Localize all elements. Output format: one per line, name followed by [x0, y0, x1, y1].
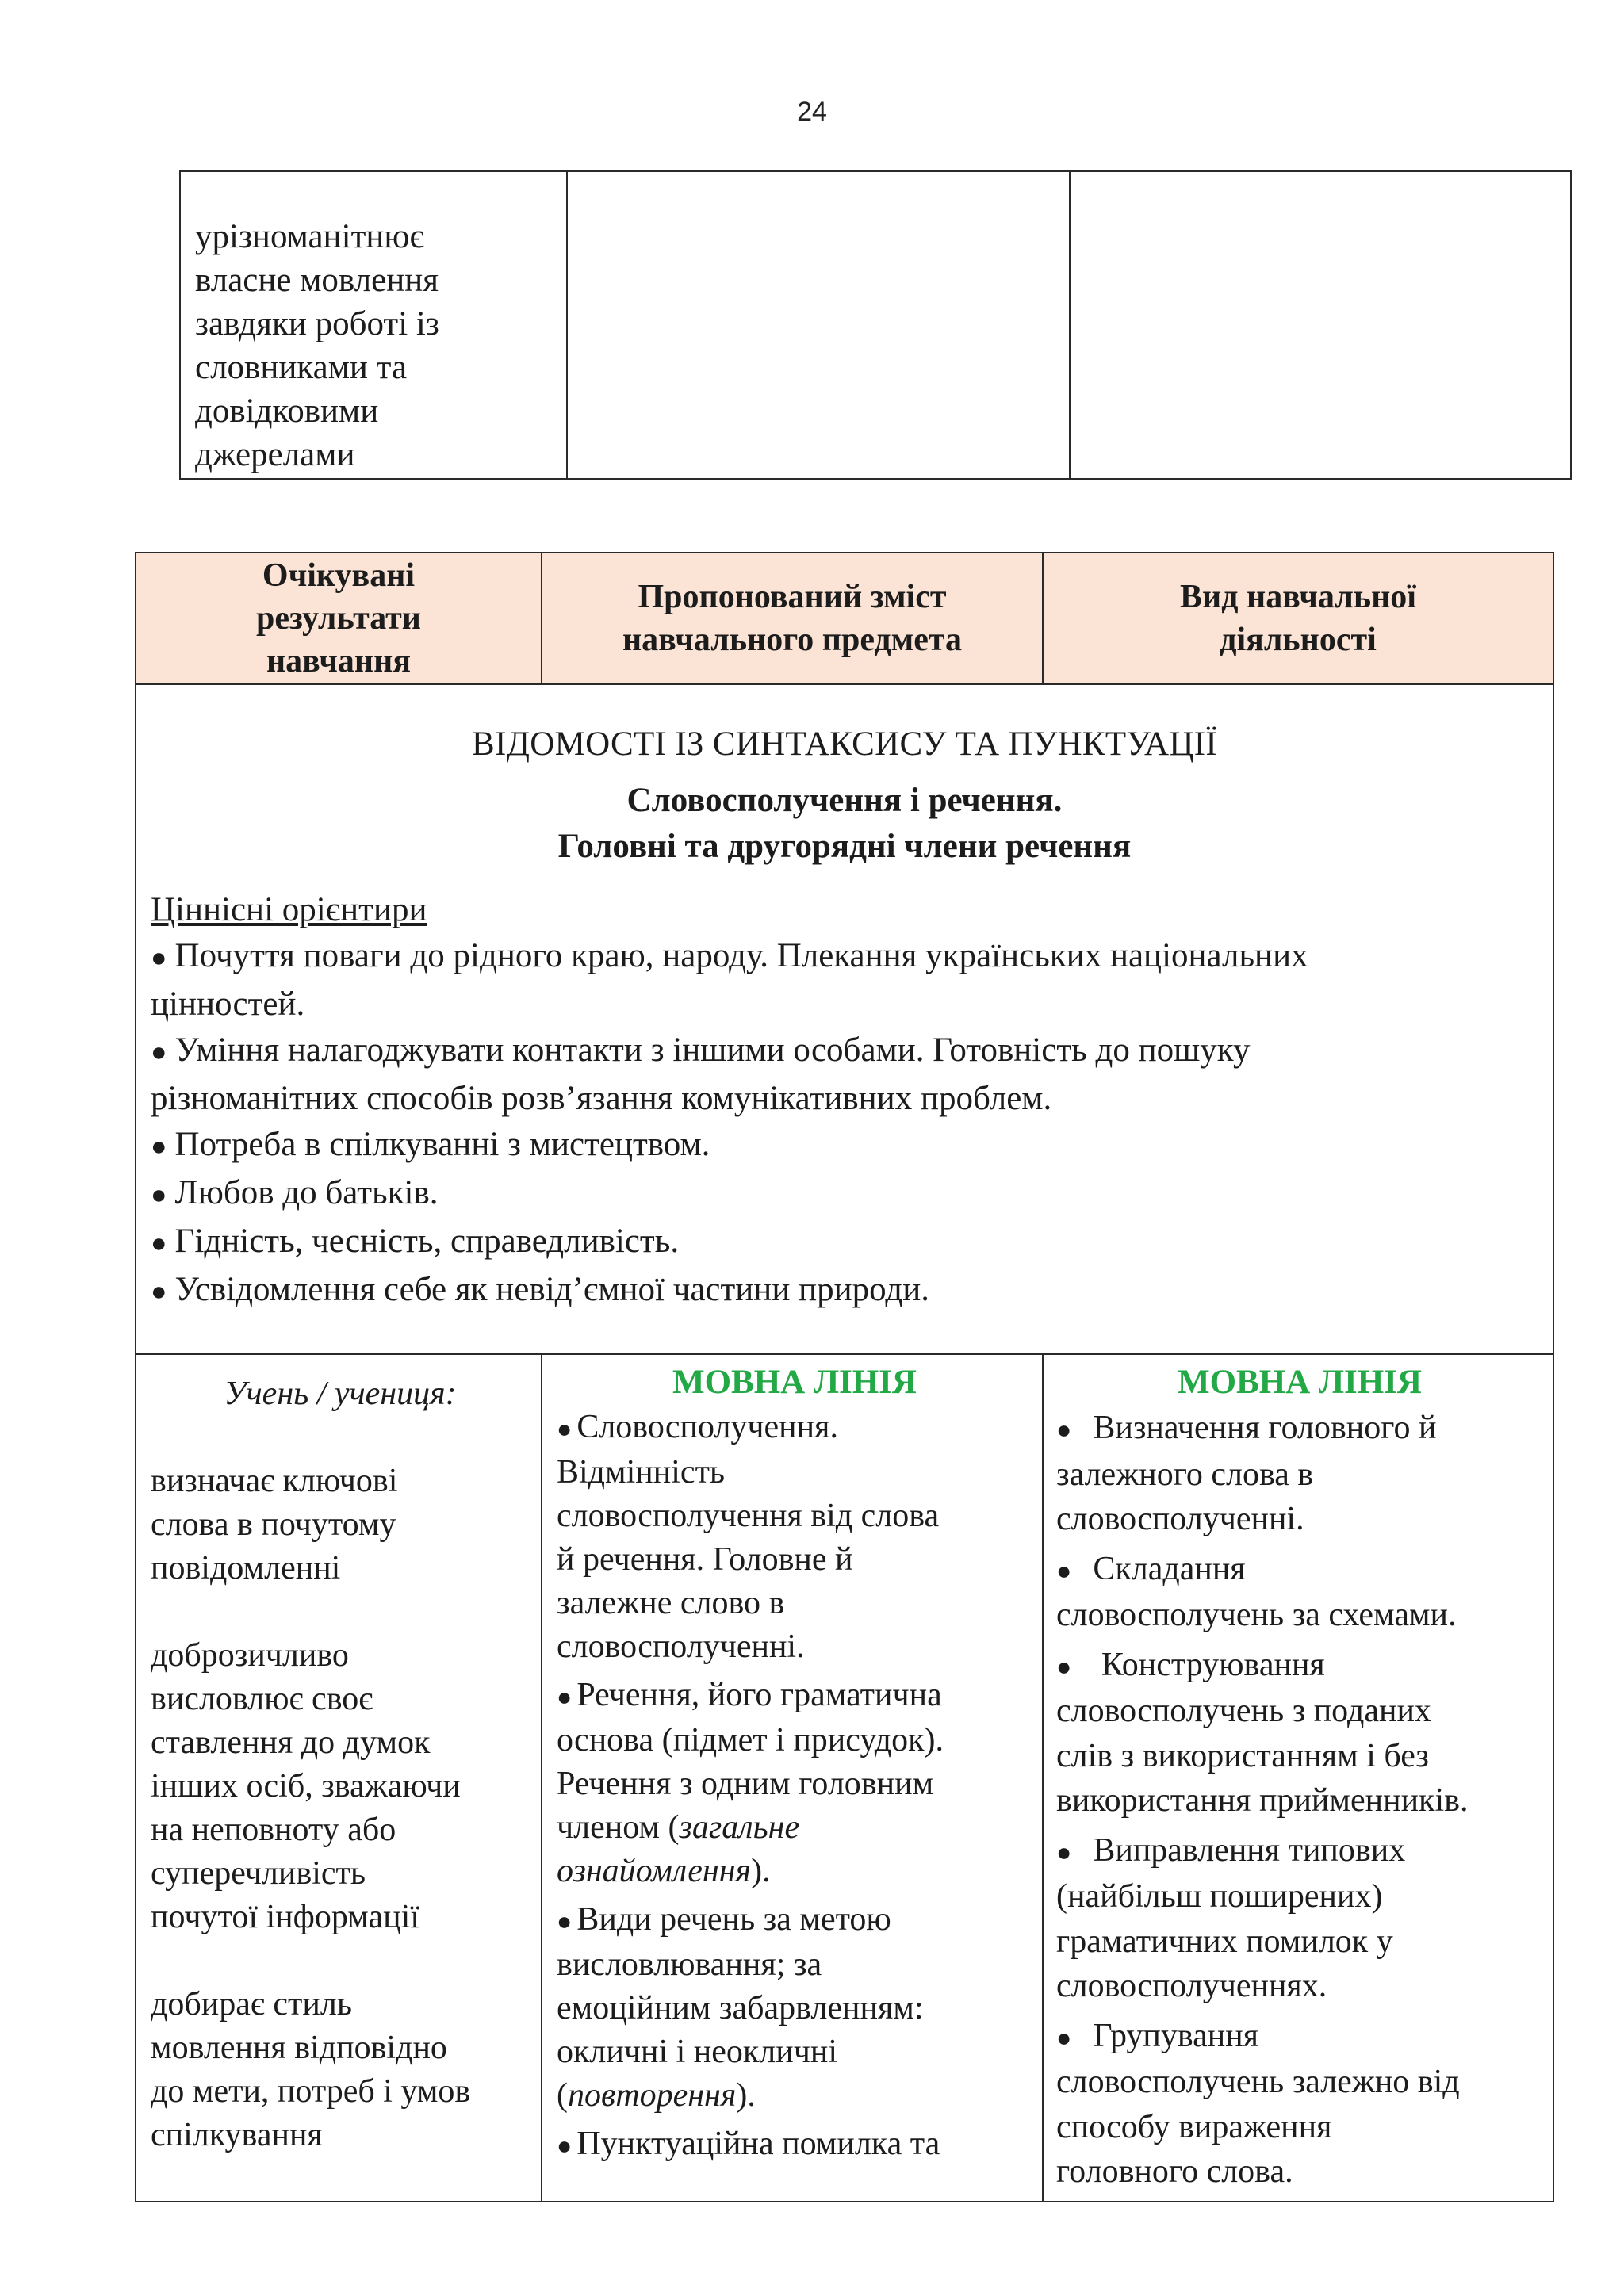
- text-line: словниками та: [195, 349, 408, 386]
- language-line-title: МОВНА ЛІНІЯ: [672, 1364, 917, 1401]
- content-row: [136, 1354, 1553, 2202]
- bullet-icon: ●: [151, 1229, 167, 1258]
- result-item: [151, 1634, 530, 1939]
- value-item: [151, 1267, 1538, 1315]
- text-line: й речення. Головне й: [557, 1541, 853, 1578]
- text-line: почутої інформації: [151, 1899, 419, 1935]
- text-line: словосполучень з поданих: [1056, 1693, 1431, 1729]
- value-item: [151, 1219, 1538, 1267]
- text-line: повідомленні: [151, 1550, 341, 1586]
- section-title: ВІДОМОСТІ ІЗ СИНТАКСИСУ ТА ПУНКТУАЦІЇ: [472, 725, 1217, 763]
- text-line: інших осіб, зважаючи: [151, 1768, 461, 1804]
- activity-item: [1056, 1406, 1543, 1542]
- continuation-cell-content: [567, 171, 1070, 479]
- text-line: залежного слова в: [1056, 1456, 1314, 1493]
- text-line: залежне слово в: [557, 1585, 785, 1621]
- text-line: [557, 2122, 1032, 2168]
- italic-note: ознайомлення: [557, 1853, 752, 1889]
- page-number: 24: [797, 97, 827, 127]
- bullet-icon: ●: [151, 1181, 167, 1210]
- text-line: емоційним забарвленням:: [557, 1990, 924, 2026]
- text-line: способу вираження: [1056, 2108, 1332, 2145]
- content-paragraph: [557, 1898, 1032, 2118]
- bullet-icon: ●: [151, 1038, 167, 1067]
- text-line: слова в почутому: [151, 1506, 396, 1543]
- text-line: ставлення до думок: [151, 1724, 431, 1761]
- text-line: мовлення відповідно: [151, 2030, 447, 2066]
- content-paragraph: [557, 1674, 1032, 1893]
- text-line: [557, 1674, 1032, 1719]
- text-line: [557, 1406, 1032, 1451]
- content-paragraph: [557, 1406, 1032, 1669]
- content-paragraph: [557, 2122, 1032, 2168]
- text-line: завдяки роботі із: [195, 305, 439, 342]
- bullet-icon: ●: [1056, 1651, 1072, 1681]
- topic-line: Словосполучення і речення.: [626, 782, 1063, 819]
- bullet-icon: ●: [1056, 1556, 1072, 1585]
- value-text: Любов до батьків.: [174, 1174, 439, 1211]
- activity-item: [1056, 1828, 1543, 2009]
- activity-item: [1056, 1643, 1543, 1823]
- bullet-icon: ●: [151, 1277, 167, 1307]
- bullet-icon: ●: [1056, 2022, 1072, 2052]
- bullet-icon: ●: [557, 2131, 573, 2160]
- value-item: [151, 1170, 1538, 1219]
- values-list: [151, 933, 1538, 1315]
- bullet-icon: ●: [557, 1907, 573, 1935]
- header-content: [542, 553, 1043, 684]
- header-line: діяльності: [1220, 622, 1377, 658]
- text-span: Визначення головного й: [1093, 1410, 1437, 1446]
- bullet-icon: ●: [1056, 1837, 1072, 1866]
- topic-title: [151, 778, 1538, 870]
- text-line: [557, 1898, 1032, 1943]
- text-line: слів з використанням і без: [1056, 1737, 1429, 1774]
- text-line: граматичних помилок у: [1056, 1923, 1393, 1960]
- text-line: [1056, 1643, 1543, 1689]
- text-span: Пунктуаційна помилка та: [576, 2126, 940, 2162]
- text-line: головного слова.: [1056, 2153, 1293, 2190]
- bullet-icon: ●: [1056, 1415, 1072, 1444]
- value-item-cont: цінностей.: [151, 985, 305, 1023]
- value-item: [151, 1122, 1538, 1170]
- value-text: Усвідомлення себе як невід’ємної частини природи.: [174, 1271, 930, 1308]
- bullet-icon: ●: [151, 943, 167, 973]
- text-line: [557, 2074, 1032, 2118]
- text-line: суперечливість: [151, 1855, 366, 1892]
- language-line-title: МОВНА ЛІНІЯ: [1178, 1364, 1422, 1401]
- header-line: Пропонований зміст: [638, 579, 947, 615]
- continuation-table: [179, 170, 1572, 480]
- table-header-row: [136, 553, 1553, 684]
- value-text: Потреба в спілкуванні з мистецтвом.: [174, 1126, 710, 1163]
- text-line: Речення з одним головним: [557, 1766, 934, 1802]
- text-line: джерелами: [195, 436, 355, 473]
- text-span: Речення, його граматична: [576, 1677, 942, 1713]
- header-line: результати: [255, 600, 421, 637]
- bullet-icon: ●: [151, 1132, 167, 1161]
- text-span: Виправлення типових: [1093, 1831, 1406, 1869]
- continuation-cell-results: [180, 171, 567, 479]
- text-line: словосполученні.: [557, 1628, 805, 1665]
- results-cell: [136, 1354, 542, 2202]
- value-item: [151, 1027, 1538, 1076]
- text-span: ).: [751, 1853, 771, 1889]
- text-span: Види речень за метою: [576, 1901, 891, 1938]
- text-span: членом (: [557, 1809, 680, 1846]
- value-text: Почуття поваги до рідного краю, народу. Плекання українських національних: [174, 937, 1308, 974]
- value-item: [151, 933, 1538, 982]
- header-line: Вид навчальної: [1180, 579, 1416, 615]
- header-line: навчання: [266, 643, 412, 679]
- text-line: спілкування: [151, 2117, 323, 2153]
- text-line: основа (підмет і присудок).: [557, 1722, 944, 1758]
- curriculum-table: [135, 552, 1554, 2202]
- header-line: Очікувані: [262, 557, 416, 594]
- section-cell: [136, 684, 1553, 1354]
- text-line: словосполученні.: [1056, 1501, 1304, 1537]
- text-line: висловлює своє: [151, 1681, 373, 1717]
- header-results: [136, 553, 542, 684]
- text-line: [557, 1850, 1032, 1893]
- text-line: на неповноту або: [151, 1812, 396, 1848]
- value-text: Уміння налагоджувати контакти з іншими особами. Готовність до пошуку: [174, 1031, 1251, 1069]
- text-line: до мети, потреб і умов: [151, 2073, 471, 2110]
- result-item: [151, 1460, 530, 1590]
- text-line: словосполученнях.: [1056, 1968, 1327, 2004]
- text-span: ).: [736, 2077, 756, 2114]
- text-line: власне мовлення: [195, 262, 439, 299]
- text-line: [1056, 1547, 1543, 1594]
- header-line: навчального предмета: [622, 622, 963, 658]
- text-line: Відмінність: [557, 1454, 726, 1490]
- italic-note: загальне: [679, 1809, 800, 1846]
- text-span: Групування: [1093, 2017, 1259, 2054]
- text-line: [1056, 1828, 1543, 1875]
- text-line: словосполучень залежно від: [1056, 2064, 1460, 2100]
- continuation-cell-activity: [1070, 171, 1571, 479]
- result-item: [151, 1983, 530, 2157]
- value-text: Гідність, чесність, справедливість.: [174, 1223, 680, 1260]
- text-line: словосполучення від слова: [557, 1498, 940, 1534]
- text-line: довідковими: [195, 392, 379, 430]
- text-span: Словосполучення.: [576, 1409, 838, 1445]
- text-span: (: [557, 2077, 568, 2114]
- text-line: окличні і неокличні: [557, 2034, 838, 2070]
- text-line: використання прийменників.: [1056, 1782, 1469, 1819]
- text-line: словосполучень за схемами.: [1056, 1597, 1457, 1633]
- bullet-icon: ●: [557, 1682, 573, 1711]
- value-item-cont: різноманітних способів розв’язання комунікативних проблем.: [151, 1080, 1052, 1117]
- bullet-icon: ●: [557, 1414, 573, 1443]
- values-heading: Ціннісні орієнтири: [151, 891, 427, 928]
- text-line: визначає ключові: [151, 1463, 398, 1499]
- role-label: Учень / учениця:: [224, 1376, 457, 1412]
- text-line: доброзичливо: [151, 1637, 349, 1674]
- text-line: [1056, 1406, 1543, 1452]
- text-span: Складання: [1093, 1550, 1246, 1587]
- text-line: (найбільш поширених): [1056, 1878, 1383, 1915]
- activity-item: [1056, 2014, 1543, 2195]
- activity-item: [1056, 1547, 1543, 1638]
- text-line: висловлювання; за: [557, 1946, 822, 1983]
- topic-line: Головні та другорядні члени речення: [557, 828, 1132, 865]
- text-span: Конструювання: [1101, 1646, 1325, 1683]
- text-line: [1056, 2014, 1543, 2061]
- section-row: [136, 684, 1553, 1354]
- text-line: урізноманітнює: [195, 218, 424, 255]
- activity-cell: [1043, 1354, 1553, 2202]
- content-cell: [542, 1354, 1043, 2202]
- italic-note: повторення: [568, 2077, 737, 2114]
- header-activity: [1043, 553, 1553, 684]
- text-line: [557, 1806, 1032, 1850]
- text-line: добирає стиль: [151, 1986, 352, 2022]
